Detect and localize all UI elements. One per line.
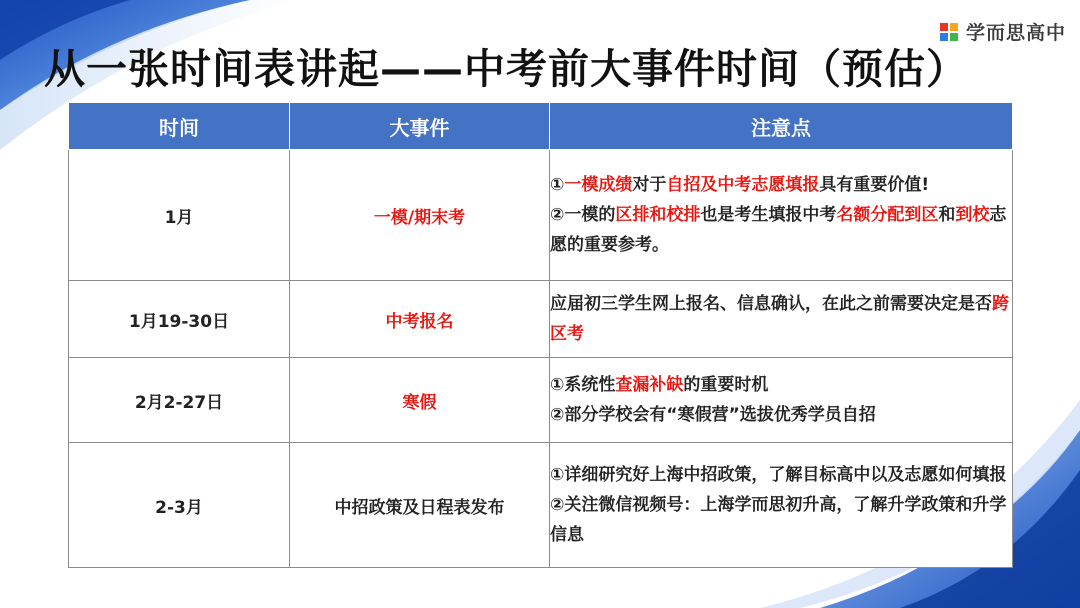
- table-row: [69, 281, 1013, 358]
- page-title: 从一张时间表讲起——中考前大事件时间（预估）: [44, 45, 968, 93]
- header-event: 大事件: [290, 103, 550, 150]
- note-line: [550, 400, 1012, 430]
- note-highlight: 区排和校排: [615, 205, 701, 225]
- note-text: ①系统性: [550, 375, 616, 395]
- note-line: [550, 289, 1012, 349]
- logo-text: 学而思高中: [965, 22, 1066, 44]
- event-cell: 寒假: [290, 358, 550, 443]
- header-note: 注意点: [550, 103, 1013, 150]
- note-line: [550, 370, 1012, 400]
- timeline-table: [68, 102, 1013, 568]
- note-highlight: 查漏补缺: [615, 375, 684, 395]
- note-text: ②部分学校会有“寒假营”选拔优秀学员自招: [550, 405, 876, 425]
- note-highlight: 名额分配到区: [836, 205, 939, 225]
- note-line: [550, 200, 1012, 260]
- table-row: [69, 358, 1013, 443]
- event-cell: 中招政策及日程表发布: [290, 443, 550, 568]
- time-cell: 2月2-27日: [69, 358, 290, 443]
- time-cell: 1月: [69, 150, 290, 281]
- event-cell: 一模/期末考: [290, 150, 550, 281]
- header-time: 时间: [69, 103, 290, 150]
- note-cell: [550, 281, 1013, 358]
- note-cell: [550, 150, 1013, 281]
- time-cell: 1月19-30日: [69, 281, 290, 358]
- note-highlight: 到校: [955, 205, 990, 225]
- note-text: ②关注微信视频号：上海学而思初升高，了解升学政策和升学信息: [550, 495, 1007, 545]
- table-header-row: [69, 103, 1013, 150]
- event-cell: 中考报名: [290, 281, 550, 358]
- note-text: ①详细研究好上海中招政策，了解目标高中以及志愿如何填报: [550, 465, 1007, 485]
- note-highlight: 自招及中考志愿填报: [666, 175, 820, 195]
- note-text: 和: [938, 205, 956, 225]
- time-cell: 2-3月: [69, 443, 290, 568]
- note-line: [550, 490, 1012, 550]
- table-row: [69, 150, 1013, 281]
- note-text: 也是考生填报中考: [700, 205, 837, 225]
- note-cell: [550, 358, 1013, 443]
- note-text: 的重要时机: [683, 375, 769, 395]
- table-row: [69, 443, 1013, 568]
- note-line: [550, 170, 1012, 200]
- note-highlight: 一模成绩: [564, 175, 633, 195]
- note-cell: [550, 443, 1013, 568]
- note-line: [550, 460, 1012, 490]
- note-text: 志愿的重要参考。: [550, 205, 1007, 255]
- note-text: 具有重要价值!: [819, 175, 930, 195]
- note-text: 对于: [632, 175, 667, 195]
- note-highlight: 跨区考: [550, 294, 1009, 344]
- note-text: ②一模的: [550, 205, 616, 225]
- note-text: ①: [550, 175, 565, 195]
- note-text: 应届初三学生网上报名、信息确认，在此之前需要决定是否: [550, 294, 992, 314]
